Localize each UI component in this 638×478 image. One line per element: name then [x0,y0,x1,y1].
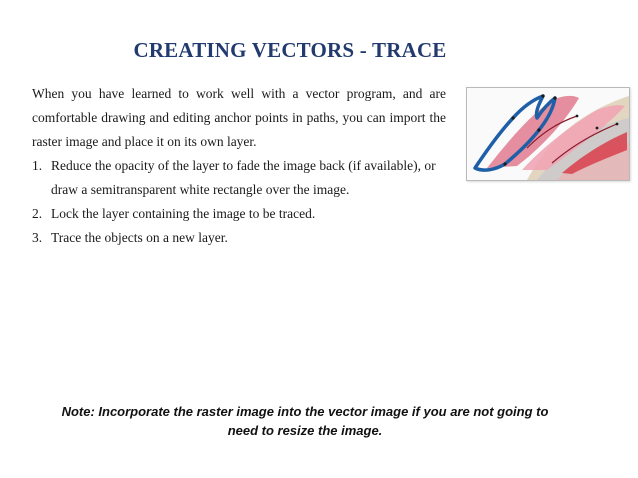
step-number: 1. [32,158,43,173]
anchor-point [503,162,506,165]
note-line: need to resize the image. [227,423,383,438]
traced-vector-illustration-icon [467,88,629,180]
anchor-point [541,94,544,97]
steps-list [32,154,452,250]
intro-paragraph: When you have learned to work well with a vector program, and are comfortable drawing and editing anchor points in paths, you can import the raster image and place it on its own layer. [32,86,446,149]
step-text: Trace the objects on a new layer. [51,230,228,245]
list-item [32,202,452,226]
anchor-point [511,116,514,119]
list-item [32,154,452,202]
step-text: Lock the layer containing the image to be traced. [51,206,316,221]
step-number: 2. [32,206,43,221]
anchor-point [616,123,619,126]
anchor-point [553,96,556,99]
list-item [32,226,452,250]
traced-vector-illustration [466,87,630,181]
note-line: Note: Incorporate the raster image into the vector image if you are not going to [61,404,549,419]
step-text: Reduce the opacity of the layer to fade the image back (if available), or draw a semitransparent white rectangle over the image. [51,158,436,197]
anchor-point [576,115,579,118]
step-number: 3. [32,230,43,245]
page-title: CREATING VECTORS - TRACE [133,38,447,62]
anchor-point [596,127,599,130]
note-text [0,402,610,440]
anchor-point [537,128,540,131]
